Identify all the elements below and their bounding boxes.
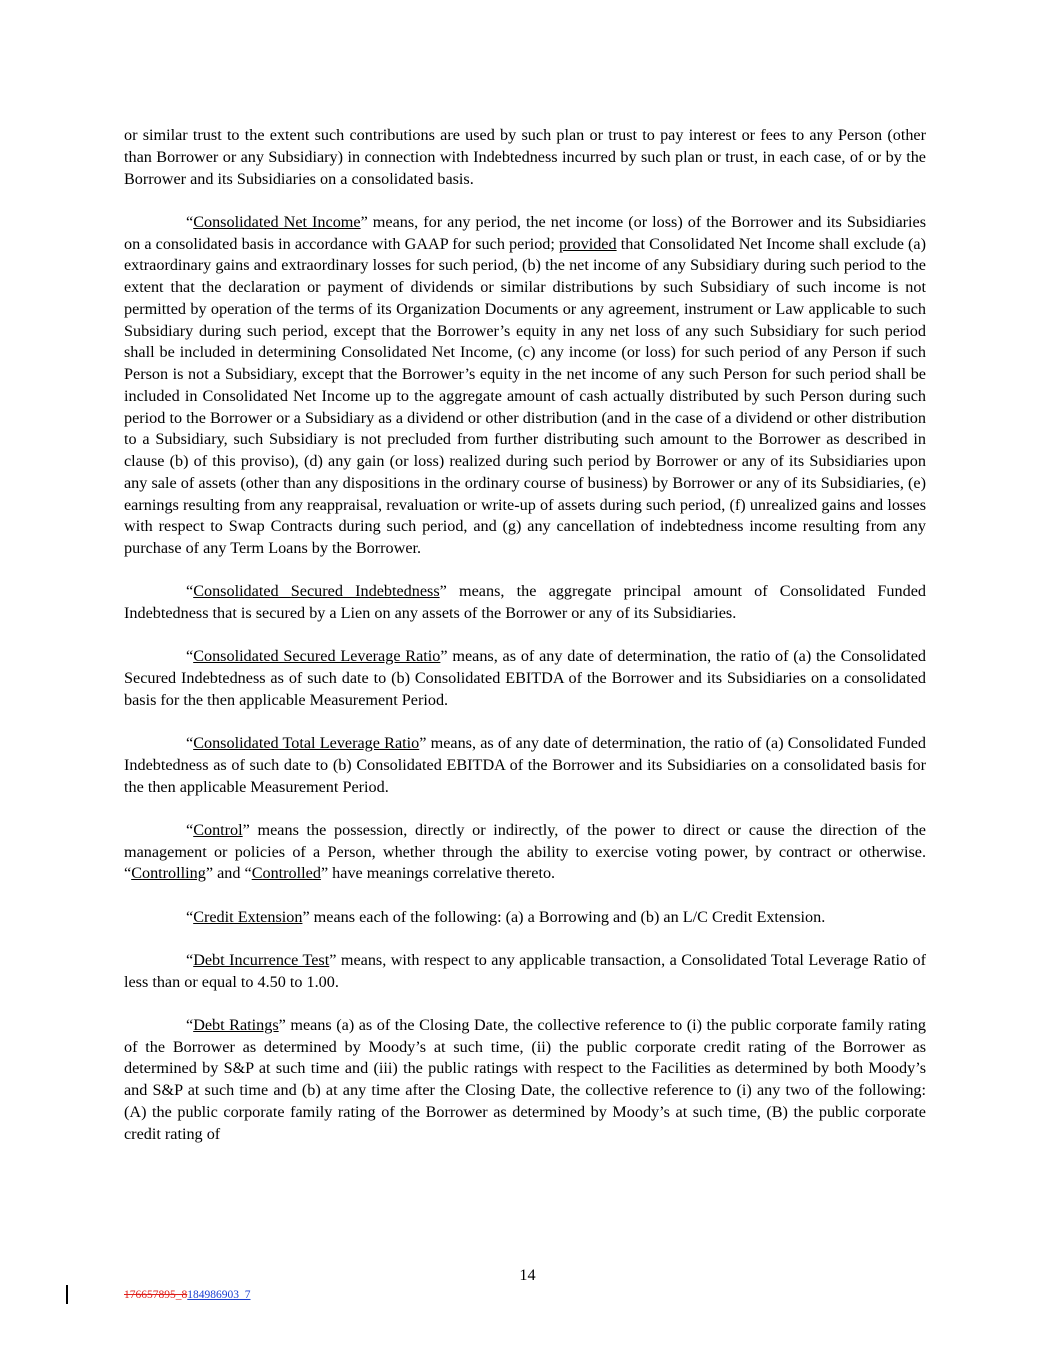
open-quote: “ — [186, 820, 194, 839]
defined-term: Controlling — [131, 864, 206, 883]
open-quote: “ — [186, 582, 194, 601]
definition-consolidated-net-income — [124, 212, 926, 560]
document-id-deleted: 176657895_8 — [124, 1289, 188, 1301]
definition-text: ” means, with respect to any applicable transaction, a Consolidated Total Leverage Ratio of less than or equal to 4.50 to 1.00. — [124, 950, 926, 991]
page-number: 14 — [519, 1266, 536, 1284]
definition-text: ” and “ — [205, 864, 252, 883]
defined-term: Credit Extension — [193, 907, 303, 926]
paragraph-continuation: or similar trust to the extent such contributions are used by such plan or trust to pay interest or fees to any Person (other than Borrower or any Subsidiary) in connection with Indebtedness incurred by such plan or trust, in each case, of or by the Borrower and its Subsidiaries on a consolidated basis. — [124, 126, 926, 188]
defined-term: Debt Ratings — [193, 1015, 279, 1034]
provided-term: provided — [559, 234, 617, 253]
definition-text: ” means, the aggregate principal amount of Consolidated Funded Indebtedness that is secured by a Lien on any assets of the Borrower or any of its Subsidiaries. — [124, 582, 926, 622]
definition-text: that Consolidated Net Income shall exclude (a) extraordinary gains and extraordinary losses for such period, (b) the net income of any Subsidiary during such period to the extent that the declaration or payment of dividends or similar distributions by such Subsidiary of such income is not permitted by operation of the terms of its Organization Documents or any agreement, instrument or Law applicable to such Subsidiary during such period, except that the Borrower’s equity in any net loss of any such Subsidiary for such period shall be included in determining Consolidated Net Income, (c) any income (or loss) for such period of any Person if such Person is not a Subsidiary, except that the Borrower’s equity in the net income of any such Person for such period shall be included in Consolidated Net Income up to the aggregate amount of cash actually distributed by such Person during such period to the Borrower or a Subsidiary as a dividend or other distribution (and in the case of a dividend or other distribution to a Subsidiary, such Subsidiary is not precluded from further distributing such amount to the Borrower as described in clause (b) of this proviso), (d) any gain (or loss) realized during such period by Borrower or any of its Subsidiaries upon any sale of assets (other than any dispositions in the ordinary course of business) by Borrower or any of its Subsidiaries, (e) earnings resulting from any reappraisal, revaluation or write-up of assets during such period, (f) unrealized gains and losses with respect to Swap Contracts during such period, and (g) any cancellation of indebtedness income resulting from any purchase of any Term Loans by the Borrower. — [124, 234, 927, 557]
revision-bar — [66, 1285, 68, 1304]
defined-term: Consolidated Total Leverage Ratio — [193, 734, 420, 752]
definition-text: ” means, as of any date of determination, the ratio of (a) the Consolidated Secured Indebtedness as of such date to (b) Consolidated EBITDA of the Borrower and its Subsidiaries on a consolidated basis for the then applicable Measurement Period. — [124, 647, 926, 709]
open-quote: “ — [186, 212, 194, 231]
open-quote: “ — [186, 950, 194, 969]
definition-text: ” have meanings correlative thereto. — [320, 864, 556, 883]
defined-term: Control — [193, 820, 243, 839]
open-quote: “ — [186, 1015, 194, 1034]
defined-term: Consolidated Secured Indebtedness — [193, 582, 440, 601]
definition-consolidated-total-leverage-ratio — [124, 733, 926, 798]
document-id-inserted: 184986903_7 — [187, 1289, 251, 1301]
open-quote: “ — [186, 647, 194, 666]
definition-debt-ratings — [124, 1015, 926, 1146]
definition-credit-extension — [124, 907, 926, 929]
defined-term: Consolidated Net Income — [193, 212, 361, 231]
open-quote: “ — [186, 734, 194, 752]
definition-text: ” means the possession, directly or indirectly, of the power to direct or cause the direction of the management or policies of a Person, whether through the ability to exercise voting power, by contract or otherwise. “ — [124, 820, 926, 883]
definition-consolidated-secured-indebtedness — [124, 581, 926, 625]
open-quote: “ — [186, 907, 194, 926]
definition-control — [124, 820, 926, 885]
defined-term: Controlled — [251, 864, 321, 883]
definition-text: ” means, as of any date of determination, the ratio of (a) Consolidated Funded Indebtedness as of such date to (b) Consolidated EBITDA of the Borrower and its Subsidiaries on a consolidated basis for the then applicable Measurement Period. — [124, 734, 926, 796]
definition-consolidated-secured-leverage-ratio — [124, 646, 926, 711]
defined-term: Debt Incurrence Test — [193, 950, 330, 969]
document-id — [124, 1289, 251, 1301]
defined-term: Consolidated Secured Leverage Ratio — [193, 647, 441, 666]
definition-text: ” means each of the following: (a) a Borrowing and (b) an L/C Credit Extension. — [302, 907, 826, 926]
definition-debt-incurrence-test — [124, 950, 926, 994]
definition-text: ” means, for any period, the net income (or loss) of the Borrower and its Subsidiaries on a consolidated basis in accordance with GAAP for such period; — [124, 212, 927, 253]
document-body — [124, 125, 926, 1167]
definition-text: ” means (a) as of the Closing Date, the collective reference to (i) the public corporate family rating of the Borrower as determined by Moody’s at such time, (ii) the public corporate credit rating of the Borrower as determined by S&P at such time and (iii) the public ratings with respect to the Facilities as determined by both Moody’s and S&P at such time and (b) at any time after the Closing Date, the collective reference to (i) any two of the following: (A) the public corporate family rating of the Borrower as determined by Moody’s at such time, (B) the public corporate credit rating of — [124, 1015, 926, 1143]
